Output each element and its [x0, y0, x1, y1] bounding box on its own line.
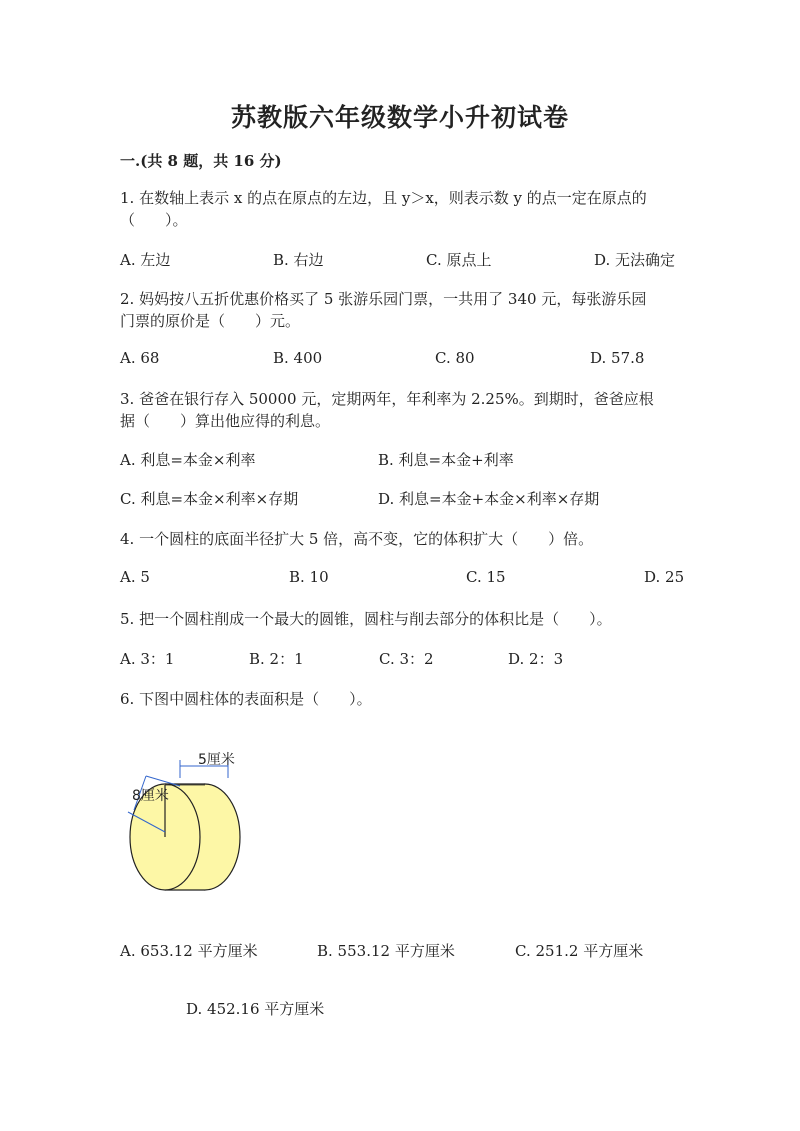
- q3-option-b: B. 利息=本金+利率: [378, 451, 514, 469]
- q5-option-a: A. 3：1: [120, 650, 175, 668]
- q3-option-d: D. 利息=本金+本金×利率×存期: [378, 490, 600, 508]
- height-label: 5厘米: [198, 752, 235, 768]
- q6-option-c: C. 251.2 平方厘米: [515, 942, 644, 960]
- q3-option-c: C. 利息=本金×利率×存期: [120, 490, 299, 508]
- q3-option-a: A. 利息=本金×利率: [120, 451, 256, 469]
- q5-option-d: D. 2：3: [508, 650, 564, 668]
- question-3-line-1: 3. 爸爸在银行存入 50000 元，定期两年，年利率为 2.25%。到期时，爸爸应根: [120, 390, 654, 408]
- q5-option-c: C. 3：2: [379, 650, 434, 668]
- question-1-line-1: 1. 在数轴上表示 x 的点在原点的左边，且 y＞x，则表示数 y 的点一定在原点的: [120, 189, 647, 207]
- page-title: 苏教版六年级数学小升初试卷: [230, 103, 569, 132]
- q4-option-c: C. 15: [466, 568, 506, 586]
- q5-option-b: B. 2：1: [249, 650, 304, 668]
- q2-option-a: A. 68: [120, 349, 160, 367]
- q6-option-a: A. 653.12 平方厘米: [120, 942, 258, 960]
- question-5-line-1: 5. 把一个圆柱削成一个最大的圆锥，圆柱与削去部分的体积比是（ ）。: [120, 610, 612, 628]
- q1-option-b: B. 右边: [273, 251, 324, 269]
- radius-label: 8厘米: [132, 788, 169, 804]
- q6-option-b: B. 553.12 平方厘米: [317, 942, 455, 960]
- q2-option-c: C. 80: [435, 349, 475, 367]
- q1-option-c: C. 原点上: [426, 251, 492, 269]
- q4-option-b: B. 10: [289, 568, 329, 586]
- question-2-line-1: 2. 妈妈按八五折优惠价格买了 5 张游乐园门票，一共用了 340 元，每张游乐园: [120, 290, 647, 308]
- question-6-line-1: 6. 下图中圆柱体的表面积是（ ）。: [120, 690, 372, 708]
- q1-option-d: D. 无法确定: [594, 251, 676, 269]
- q2-option-b: B. 400: [273, 349, 323, 367]
- q1-option-a: A. 左边: [120, 251, 171, 269]
- q4-option-a: A. 5: [120, 568, 150, 586]
- q6-option-d: D. 452.16 平方厘米: [186, 1000, 325, 1018]
- question-3-line-2: 据（ ）算出他应得的利息。: [120, 412, 331, 430]
- cylinder-figure: [120, 742, 260, 902]
- question-2-line-2: 门票的原价是（ ）元。: [120, 312, 301, 330]
- q4-option-d: D. 25: [644, 568, 685, 586]
- question-1-line-2: （ ）。: [120, 211, 188, 229]
- question-4-line-1: 4. 一个圆柱的底面半径扩大 5 倍，高不变，它的体积扩大（ ）倍。: [120, 530, 594, 548]
- section-heading: 一.(共 8 题，共 16 分): [120, 152, 282, 170]
- q2-option-d: D. 57.8: [590, 349, 645, 367]
